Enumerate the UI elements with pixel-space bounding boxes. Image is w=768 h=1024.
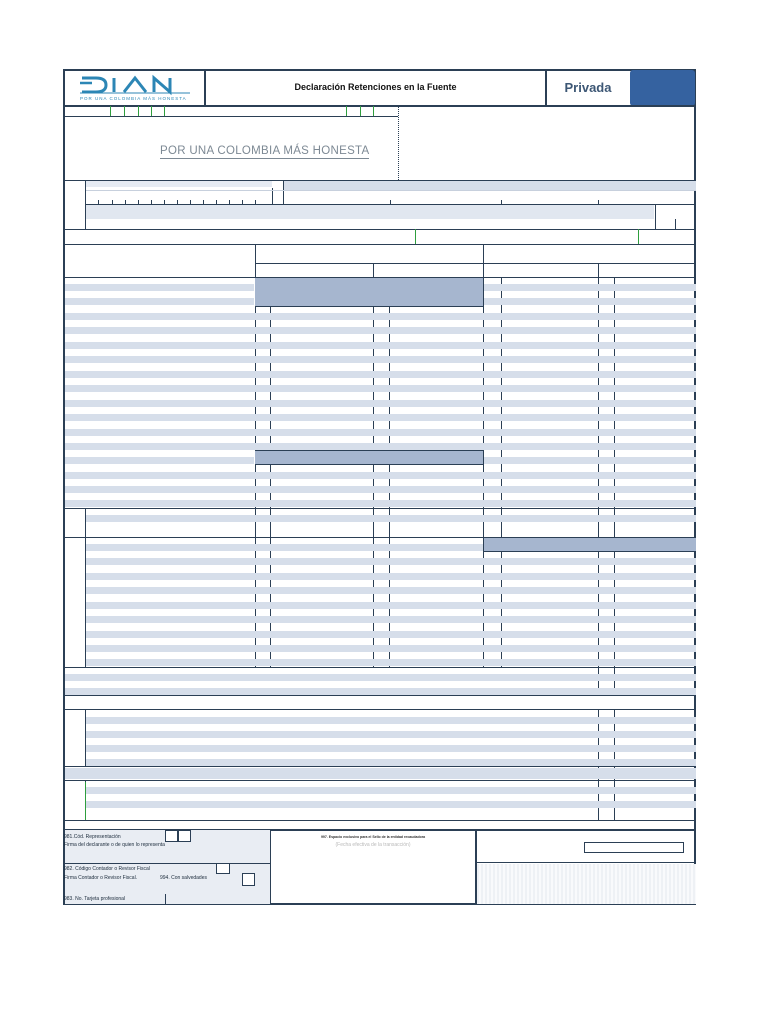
dian-logo xyxy=(66,72,204,106)
header-bar xyxy=(255,450,483,464)
period-row-line xyxy=(64,116,398,117)
field-981-sublabel: Firma del declarante o de quien lo representa xyxy=(64,842,165,848)
slogan: POR UNA COLOMBIA MÁS HONESTA xyxy=(160,145,370,157)
field-982-input[interactable] xyxy=(216,863,230,874)
field-997-label: 997. Espacio exclusivo para el Sello de la entidad recaudadora xyxy=(320,835,426,839)
field-982-label: 982. Código Contador o Revisor Fiscal xyxy=(64,866,150,872)
form-number-box[interactable] xyxy=(630,70,695,106)
field-983-label: 983. No. Tarjeta profesional xyxy=(64,896,126,902)
barcode-area xyxy=(477,864,696,904)
brand-tagline: POR UNA COLOMBIA MÁS HONESTA xyxy=(80,96,187,101)
field-981-input[interactable] xyxy=(165,830,178,842)
field-982-sublabel: Firma Contador o Revisor Fiscal. xyxy=(64,875,138,881)
form-number-field-border xyxy=(398,106,399,180)
declaration-type: Privada xyxy=(564,80,612,95)
field-994-checkbox[interactable] xyxy=(242,873,255,886)
payment-reference-field[interactable] xyxy=(584,842,684,853)
field-994-label: 994. Con salvedades xyxy=(160,875,207,881)
header-bottom-border xyxy=(64,105,696,107)
field-997-sublabel: (Fecha efectiva de la transacción) xyxy=(335,842,411,848)
field-981-label: 981.Cód. Representación xyxy=(64,834,121,840)
header-bar xyxy=(255,278,483,306)
form-title: Declaración Retenciones en la Fuente xyxy=(294,82,457,92)
field-981-input[interactable] xyxy=(178,830,191,842)
header-bar xyxy=(484,537,696,551)
